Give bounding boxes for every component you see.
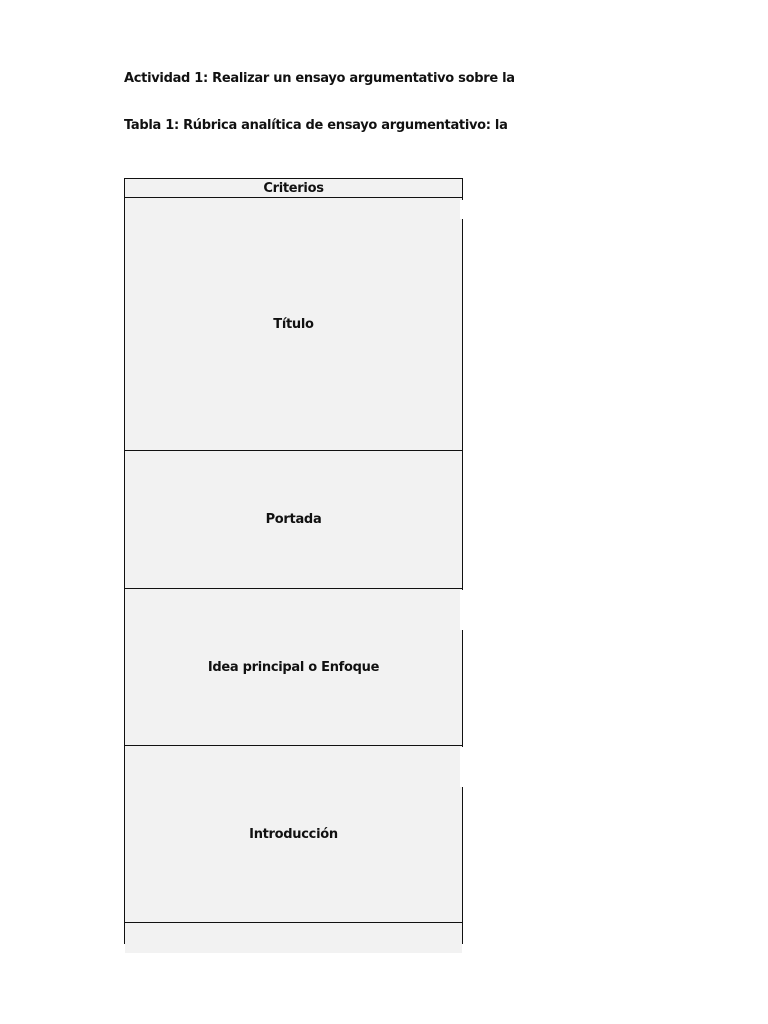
criterion-row-titulo bbox=[125, 198, 462, 451]
border-gap bbox=[460, 590, 463, 630]
rubric-table bbox=[124, 178, 463, 944]
column-header-criterios bbox=[125, 178, 462, 198]
criterion-label: Introducción bbox=[249, 826, 338, 842]
border-gap bbox=[460, 200, 463, 219]
criterion-row-introduccion bbox=[125, 746, 462, 923]
criterion-label: Idea principal o Enfoque bbox=[207, 659, 380, 675]
border-gap bbox=[460, 747, 463, 787]
column-header-label: Criterios bbox=[263, 180, 324, 196]
criterion-row-partial bbox=[125, 923, 462, 953]
activity-heading: Actividad 1: Realizar un ensayo argumentativo sobre la bbox=[124, 71, 515, 86]
criterion-label: Portada bbox=[265, 512, 322, 527]
criterion-row-idea-principal bbox=[125, 589, 462, 746]
criterion-row-portada bbox=[125, 451, 462, 589]
table-caption: Tabla 1: Rúbrica analítica de ensayo argumentativo: la bbox=[124, 118, 508, 133]
criterion-label: Título bbox=[273, 316, 314, 332]
